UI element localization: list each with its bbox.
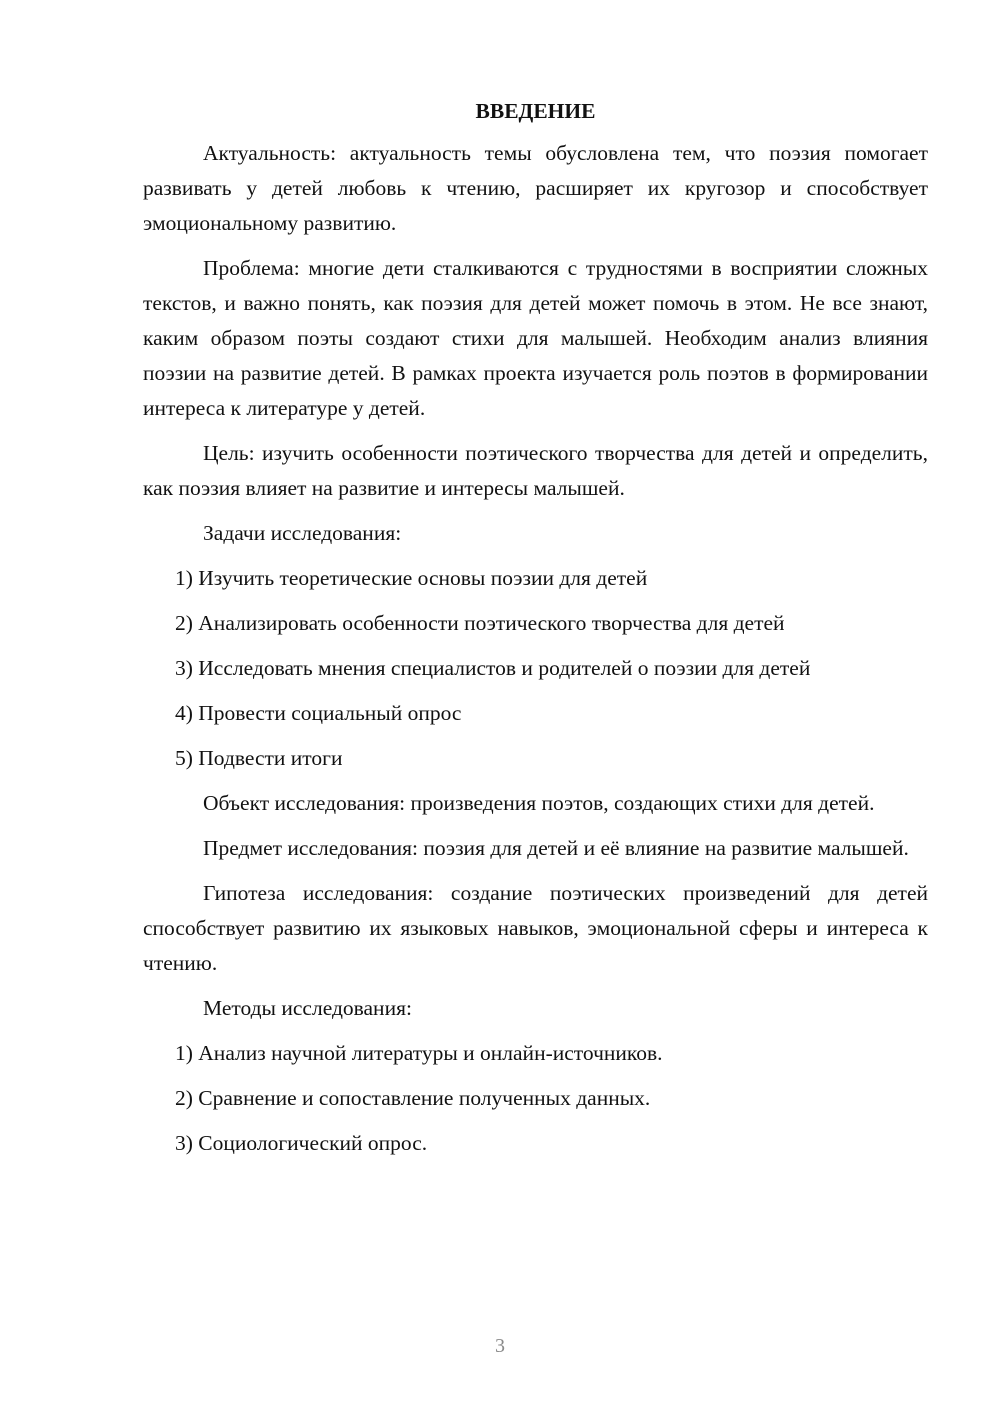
task-item: 2) Анализировать особенности поэтического творчества для детей <box>175 611 785 635</box>
tasks-heading: Задачи исследования: <box>203 521 402 545</box>
task-item: 3) Исследовать мнения специалистов и родителей о поэзии для детей <box>175 656 811 680</box>
task-item: 1) Изучить теоретические основы поэзии для детей <box>175 566 648 590</box>
method-item: 3) Социологический опрос. <box>175 1131 428 1155</box>
task-item: 5) Подвести итоги <box>175 746 343 770</box>
relevance-paragraph: Актуальность: актуальность темы обусловлена тем, что поэзия помогает развивать у детей любовь к чтению, расширяет их кругозор и способствует эмоциональному развитию. <box>143 141 928 235</box>
methods-list <box>143 1036 928 1161</box>
object-paragraph: Объект исследования: произведения поэтов, создающих стихи для детей. <box>203 791 875 815</box>
method-item: 2) Сравнение и сопоставление полученных данных. <box>175 1086 651 1110</box>
tasks-list <box>143 561 928 776</box>
methods-heading: Методы исследования: <box>203 996 412 1020</box>
section-title: ВВЕДЕНИЕ <box>475 99 596 123</box>
task-item: 4) Провести социальный опрос <box>175 701 462 725</box>
goal-paragraph: Цель: изучить особенности поэтического творчества для детей и определить, как поэзия влияет на развитие и интересы малышей. <box>143 441 928 500</box>
subject-paragraph: Предмет исследования: поэзия для детей и её влияние на развитие малышей. <box>203 836 909 860</box>
page-number: 3 <box>495 1335 505 1357</box>
method-item: 1) Анализ научной литературы и онлайн-источников. <box>175 1041 663 1065</box>
hypothesis-paragraph: Гипотеза исследования: создание поэтических произведений для детей способствует развитию их языковых навыков, эмоциональной сферы и интереса к чтению. <box>143 881 928 975</box>
problem-paragraph: Проблема: многие дети сталкиваются с трудностями в восприятии сложных текстов, и важно понять, как поэзия для детей может помочь в этом. Не все знают, каким образом поэты создают стихи для малышей. Необходим анализ влияния поэзии на развитие детей. В рамках проекта изучается роль поэтов в формировании интереса к литературе у детей. <box>143 256 928 420</box>
page-content <box>143 94 928 1171</box>
